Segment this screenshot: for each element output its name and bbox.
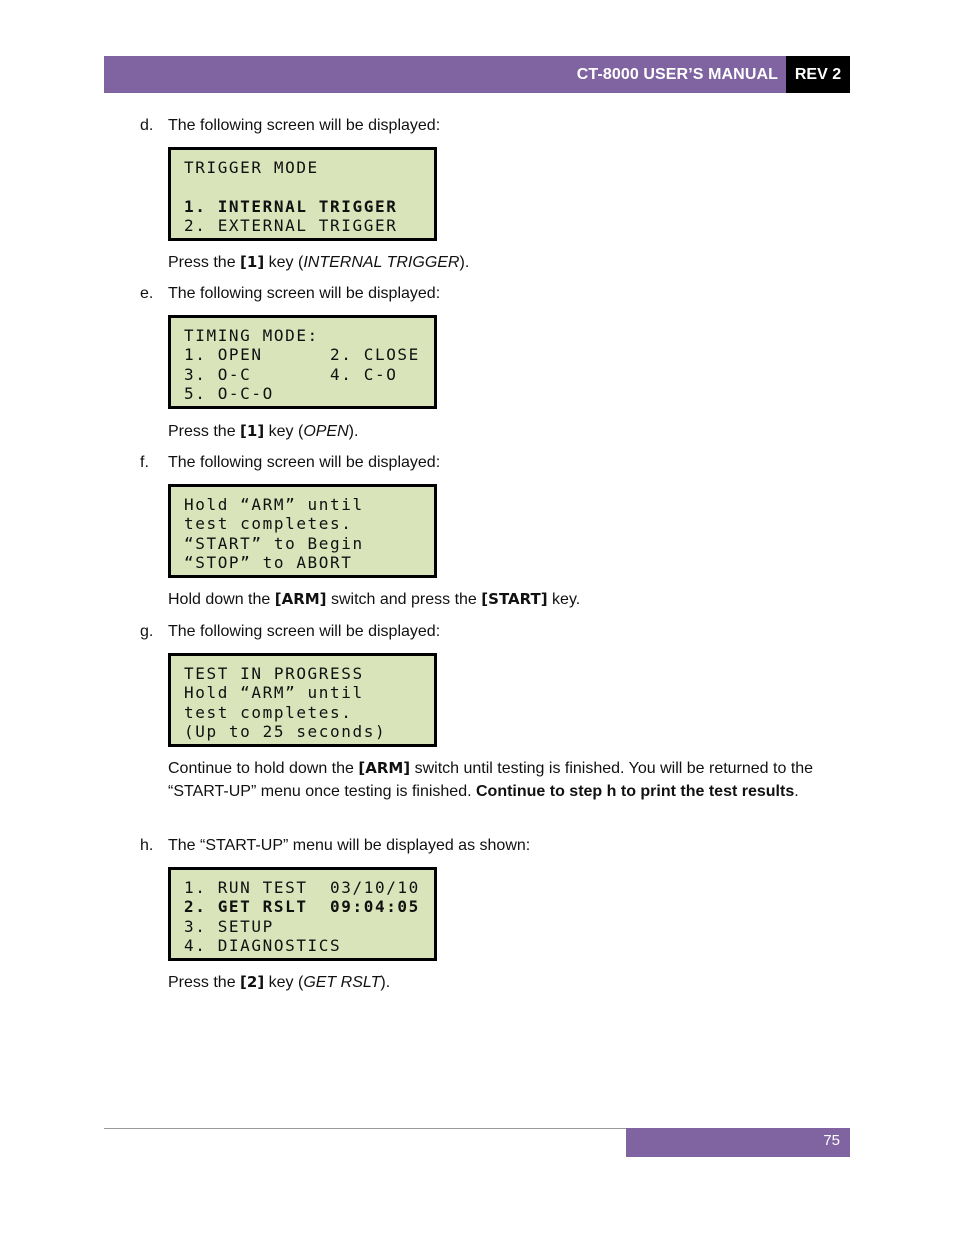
instruction-text: ). (459, 254, 470, 271)
lcd-screen-hold-arm (168, 484, 437, 578)
key-label: [START] (481, 590, 548, 608)
lcd-line: 3. SETUP (184, 917, 274, 936)
step-letter: g. (140, 623, 154, 640)
lcd-screen-test-in-progress (168, 653, 437, 747)
step-letter: f. (140, 454, 149, 471)
option-name: INTERNAL TRIGGER (303, 254, 460, 271)
instruction-e (168, 420, 838, 443)
step-text: The “START-UP” menu will be displayed as shown: (168, 837, 531, 854)
instruction-text: key ( (264, 254, 304, 271)
instruction-text: key. (547, 591, 581, 608)
step-e (140, 284, 440, 304)
key-label: [ARM] (274, 590, 327, 608)
instruction-text: key ( (264, 974, 304, 991)
instruction-text: Press the (168, 974, 241, 991)
step-letter: d. (140, 117, 154, 134)
lcd-line: TRIGGER MODE (184, 158, 319, 177)
lcd-line: (Up to 25 seconds) (184, 722, 387, 741)
lcd-line: 2. EXTERNAL TRIGGER (184, 216, 398, 235)
step-d (140, 116, 440, 136)
lcd-line: Hold “ARM” until (184, 495, 364, 514)
instruction-text: . (794, 783, 799, 800)
lcd-line-selected: 1. OPEN 2. CLOSE (184, 345, 420, 364)
page-number: 75 (823, 1132, 840, 1149)
step-text: The following screen will be displayed: (168, 623, 441, 640)
lcd-screen-timing-mode (168, 315, 437, 409)
instruction-d (168, 251, 838, 274)
instruction-g (168, 757, 838, 803)
step-text: The following screen will be displayed: (168, 117, 441, 134)
lcd-line: 4. DIAGNOSTICS (184, 936, 342, 955)
header-bar (104, 56, 786, 93)
lcd-line-selected: 2. GET RSLT 09:04:05 (184, 897, 420, 916)
step-f (140, 453, 440, 473)
lcd-line: TEST IN PROGRESS (184, 664, 364, 683)
lcd-line: Hold “ARM” until (184, 683, 364, 702)
emphasis-text: Continue to step h to print the test results (475, 783, 795, 800)
instruction-text: key ( (264, 423, 304, 440)
step-text: The following screen will be displayed: (168, 454, 441, 471)
lcd-line: TIMING MODE: (184, 326, 319, 345)
step-letter: h. (140, 837, 154, 854)
lcd-line: 1. RUN TEST 03/10/10 (184, 878, 420, 897)
manual-title: CT-8000 USER’S MANUAL (576, 66, 778, 83)
lcd-screen-trigger-mode (168, 147, 437, 241)
instruction-text: Press the (168, 254, 241, 271)
key-label: [ARM] (358, 759, 411, 777)
step-g (140, 622, 440, 642)
footer-bar (626, 1128, 850, 1157)
lcd-line: 5. O-C-O (184, 384, 274, 403)
instruction-text: Continue to hold down the (168, 760, 359, 777)
instruction-text: Press the (168, 423, 241, 440)
step-h (140, 836, 530, 856)
instruction-text: switch until testing is finished. You will be returned to the “START-UP” menu once testing is finished. (168, 760, 814, 800)
step-letter: e. (140, 285, 154, 302)
lcd-line: test completes. (184, 514, 353, 533)
lcd-line: “STOP” to ABORT (184, 553, 353, 572)
revision-badge: REV 2 (786, 56, 850, 93)
key-label: [2] (240, 973, 265, 991)
instruction-text: ). (380, 974, 391, 991)
option-name: GET RSLT (303, 974, 381, 991)
lcd-line: test completes. (184, 703, 353, 722)
instruction-text: ). (348, 423, 359, 440)
footer-rule (104, 1128, 626, 1129)
option-name: OPEN (303, 423, 349, 440)
lcd-line: “START” to Begin (184, 534, 364, 553)
key-label: [1] (240, 253, 265, 271)
step-text: The following screen will be displayed: (168, 285, 441, 302)
instruction-f (168, 588, 838, 611)
instruction-text: Hold down the (168, 591, 275, 608)
lcd-line: 3. O-C 4. C-O (184, 365, 398, 384)
lcd-line-selected: 1. INTERNAL TRIGGER (184, 197, 398, 216)
instruction-h (168, 971, 838, 994)
key-label: [1] (240, 422, 265, 440)
instruction-text: switch and press the (326, 591, 482, 608)
lcd-screen-start-up (168, 867, 437, 961)
